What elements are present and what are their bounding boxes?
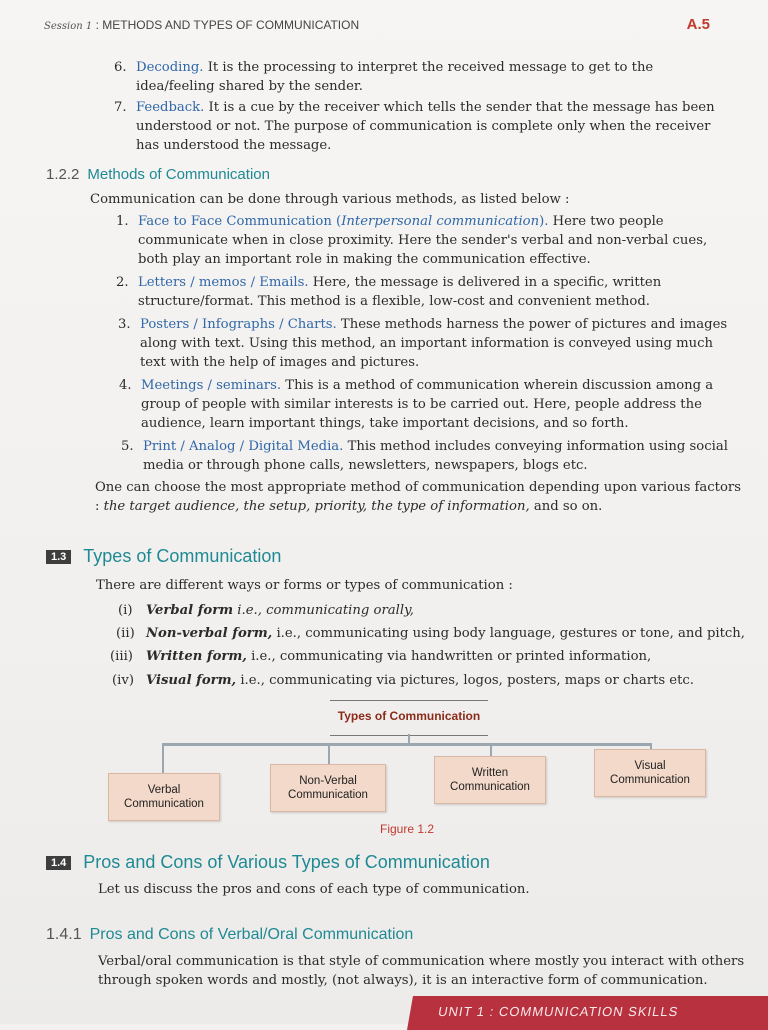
section-heading-1-4-1: 1.4.1 Pros and Cons of Verbal/Oral Communication	[46, 926, 414, 943]
form-item: (ii) Non-verbal form, i.e., communicating using body language, gestures or tone, and pitch,	[116, 626, 745, 641]
term: Feedback.	[136, 100, 205, 115]
pros-cons-intro: Let us discuss the pros and cons of each type of communication.	[98, 882, 530, 897]
list-item-feedback: 7. Feedback. It is a cue by the receiver which tells the sender that the message has been understood or not. The purpose of communication is complete only when the receiver has understood the message.	[114, 100, 715, 153]
diagram-node-non-verbal: Non-Verbal Communication	[270, 764, 386, 812]
diagram-node-written: Written Communication	[434, 756, 546, 804]
types-intro: There are different ways or forms or types of communication :	[96, 578, 513, 593]
form-item: (i) Verbal form i.e., communicating orally,	[118, 603, 414, 618]
method-item: 3. Posters / Infographs / Charts. These methods harness the power of pictures and images along with text. Using this method, an important information is conveyed using much text with the help of images and pictures.	[118, 317, 728, 370]
methods-closing: One can choose the most appropriate method of communication depending upon various factors : the target audience, the setup, priority, the type of information, and so on.	[95, 480, 741, 514]
figure-caption: Figure 1.2	[380, 822, 435, 836]
term: Decoding.	[136, 60, 204, 75]
diagram-node-visual: Visual Communication	[594, 749, 706, 797]
page-header	[44, 18, 714, 42]
header-title: : METHODS AND TYPES OF COMMUNICATION	[92, 18, 360, 32]
diagram-node-verbal: Verbal Communication	[108, 773, 220, 821]
page-number: A.5	[686, 16, 710, 33]
method-item: 1. Face to Face Communication (Interpersonal communication). Here two people communicate when in close proximity. Here the sender's verbal and non-verbal cues, both play an important role in making the communication effective.	[116, 214, 708, 267]
session-label: Session 1	[44, 21, 93, 32]
methods-intro: Communication can be done through various methods, as listed below :	[90, 192, 570, 207]
section-heading-1-4: 1.4 Pros and Cons of Various Types of Communication	[46, 852, 490, 873]
section-heading-1-2-2: 1.2.2 Methods of Communication	[46, 166, 270, 183]
form-item: (iii) Written form, i.e., communicating via handwritten or printed information,	[110, 649, 652, 664]
method-item: 5. Print / Analog / Digital Media. This method includes conveying information using social media or through phone calls, newsletters, newspapers, blogs etc.	[121, 439, 728, 473]
form-item: (iv) Visual form, i.e., communicating via pictures, logos, posters, maps or charts etc.	[112, 673, 694, 688]
section-heading-1-3: 1.3 Types of Communication	[46, 546, 281, 567]
section-badge: 1.4	[46, 856, 71, 870]
method-item: 2. Letters / memos / Emails. Here, the message is delivered in a specific, written structure/format. This method is a flexible, low-cost and convenient method.	[116, 275, 662, 309]
types-of-communication-diagram	[100, 700, 720, 830]
connector	[162, 743, 652, 746]
diagram-root: Types of Communication	[330, 700, 488, 736]
section-badge: 1.3	[46, 550, 71, 564]
list-item-decoding: 6. Decoding. It is the processing to interpret the received message to get to the idea/feeling shared by the sender.	[114, 60, 654, 94]
verbal-pros-cons-text: Verbal/oral communication is that style of communication where mostly you interact with others through spoken words and mostly, (not always), it is an interactive form of communication.	[98, 954, 745, 988]
connector	[328, 744, 330, 766]
unit-footer: UNIT 1 : COMMUNICATION SKILLS	[407, 996, 768, 1030]
method-item: 4. Meetings / seminars. This is a method of communication wherein discussion among a group of people with similar interests is to be carried out. Here, people address the audience, learn important things, take important decisions, and so forth.	[119, 378, 714, 431]
connector	[162, 744, 164, 774]
